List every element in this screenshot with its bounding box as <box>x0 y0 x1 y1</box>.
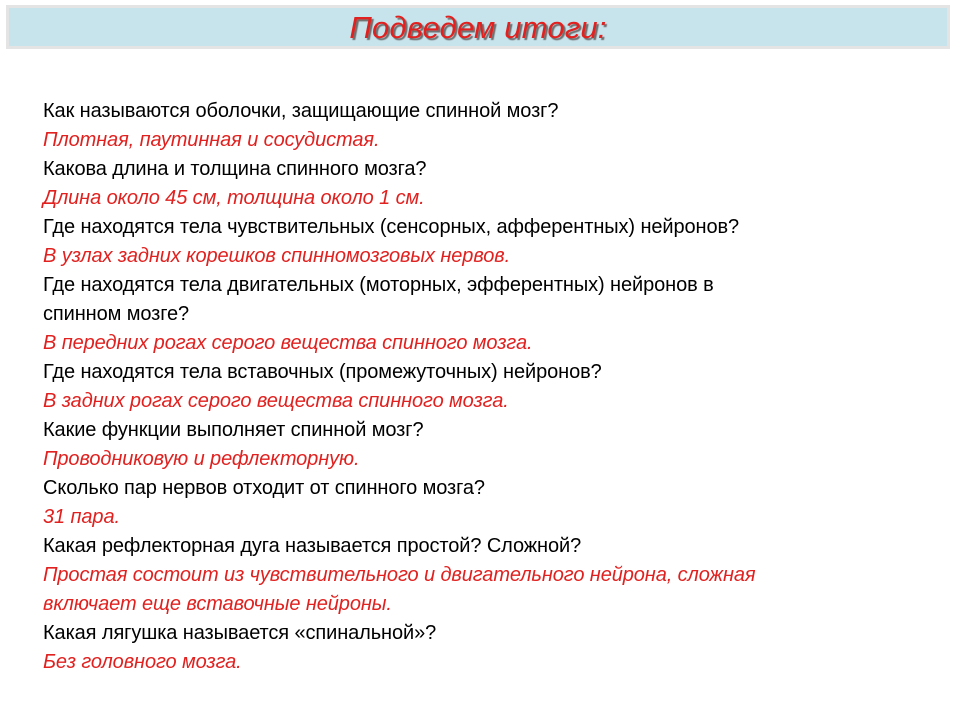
answer-line: Без головного мозга. <box>43 651 242 673</box>
answer-line: В передних рогах серого вещества спинного мозга. <box>43 332 533 354</box>
question-line: Какая лягушка называется «спинальной»? <box>43 622 437 644</box>
question-line: Где находятся тела вставочных (промежуточных) нейронов? <box>43 361 602 383</box>
answer-line: включает еще вставочные нейроны. <box>43 593 392 615</box>
answer-line: Проводниковую и рефлекторную. <box>43 448 360 470</box>
answer-line: Простая состоит из чувствительного и двигательного нейрона, сложная <box>43 564 756 586</box>
question-line: Какая рефлекторная дуга называется простой? Сложной? <box>43 535 582 557</box>
qa-list <box>43 97 923 677</box>
question-line: Где находятся тела чувствительных (сенсорных, афферентных) нейронов? <box>43 216 740 238</box>
title-banner <box>6 5 950 49</box>
slide-title: Подведем итоги: <box>349 10 607 45</box>
answer-line: Длина около 45 см, толщина около 1 см. <box>43 187 425 209</box>
question-line: Как называются оболочки, защищающие спинной мозг? <box>43 100 559 122</box>
question-line: Где находятся тела двигательных (моторных, эфферентных) нейронов в <box>43 274 714 296</box>
question-line: Сколько пар нервов отходит от спинного мозга? <box>43 477 485 499</box>
answer-line: В узлах задних корешков спинномозговых нервов. <box>43 245 511 267</box>
answer-line: В задних рогах серого вещества спинного мозга. <box>43 390 509 412</box>
question-line: Какие функции выполняет спинной мозг? <box>43 419 424 441</box>
question-line: Какова длина и толщина спинного мозга? <box>43 158 427 180</box>
question-line: спинном мозге? <box>43 303 190 325</box>
answer-line: 31 пара. <box>43 506 120 528</box>
answer-line: Плотная, паутинная и сосудистая. <box>43 129 380 151</box>
